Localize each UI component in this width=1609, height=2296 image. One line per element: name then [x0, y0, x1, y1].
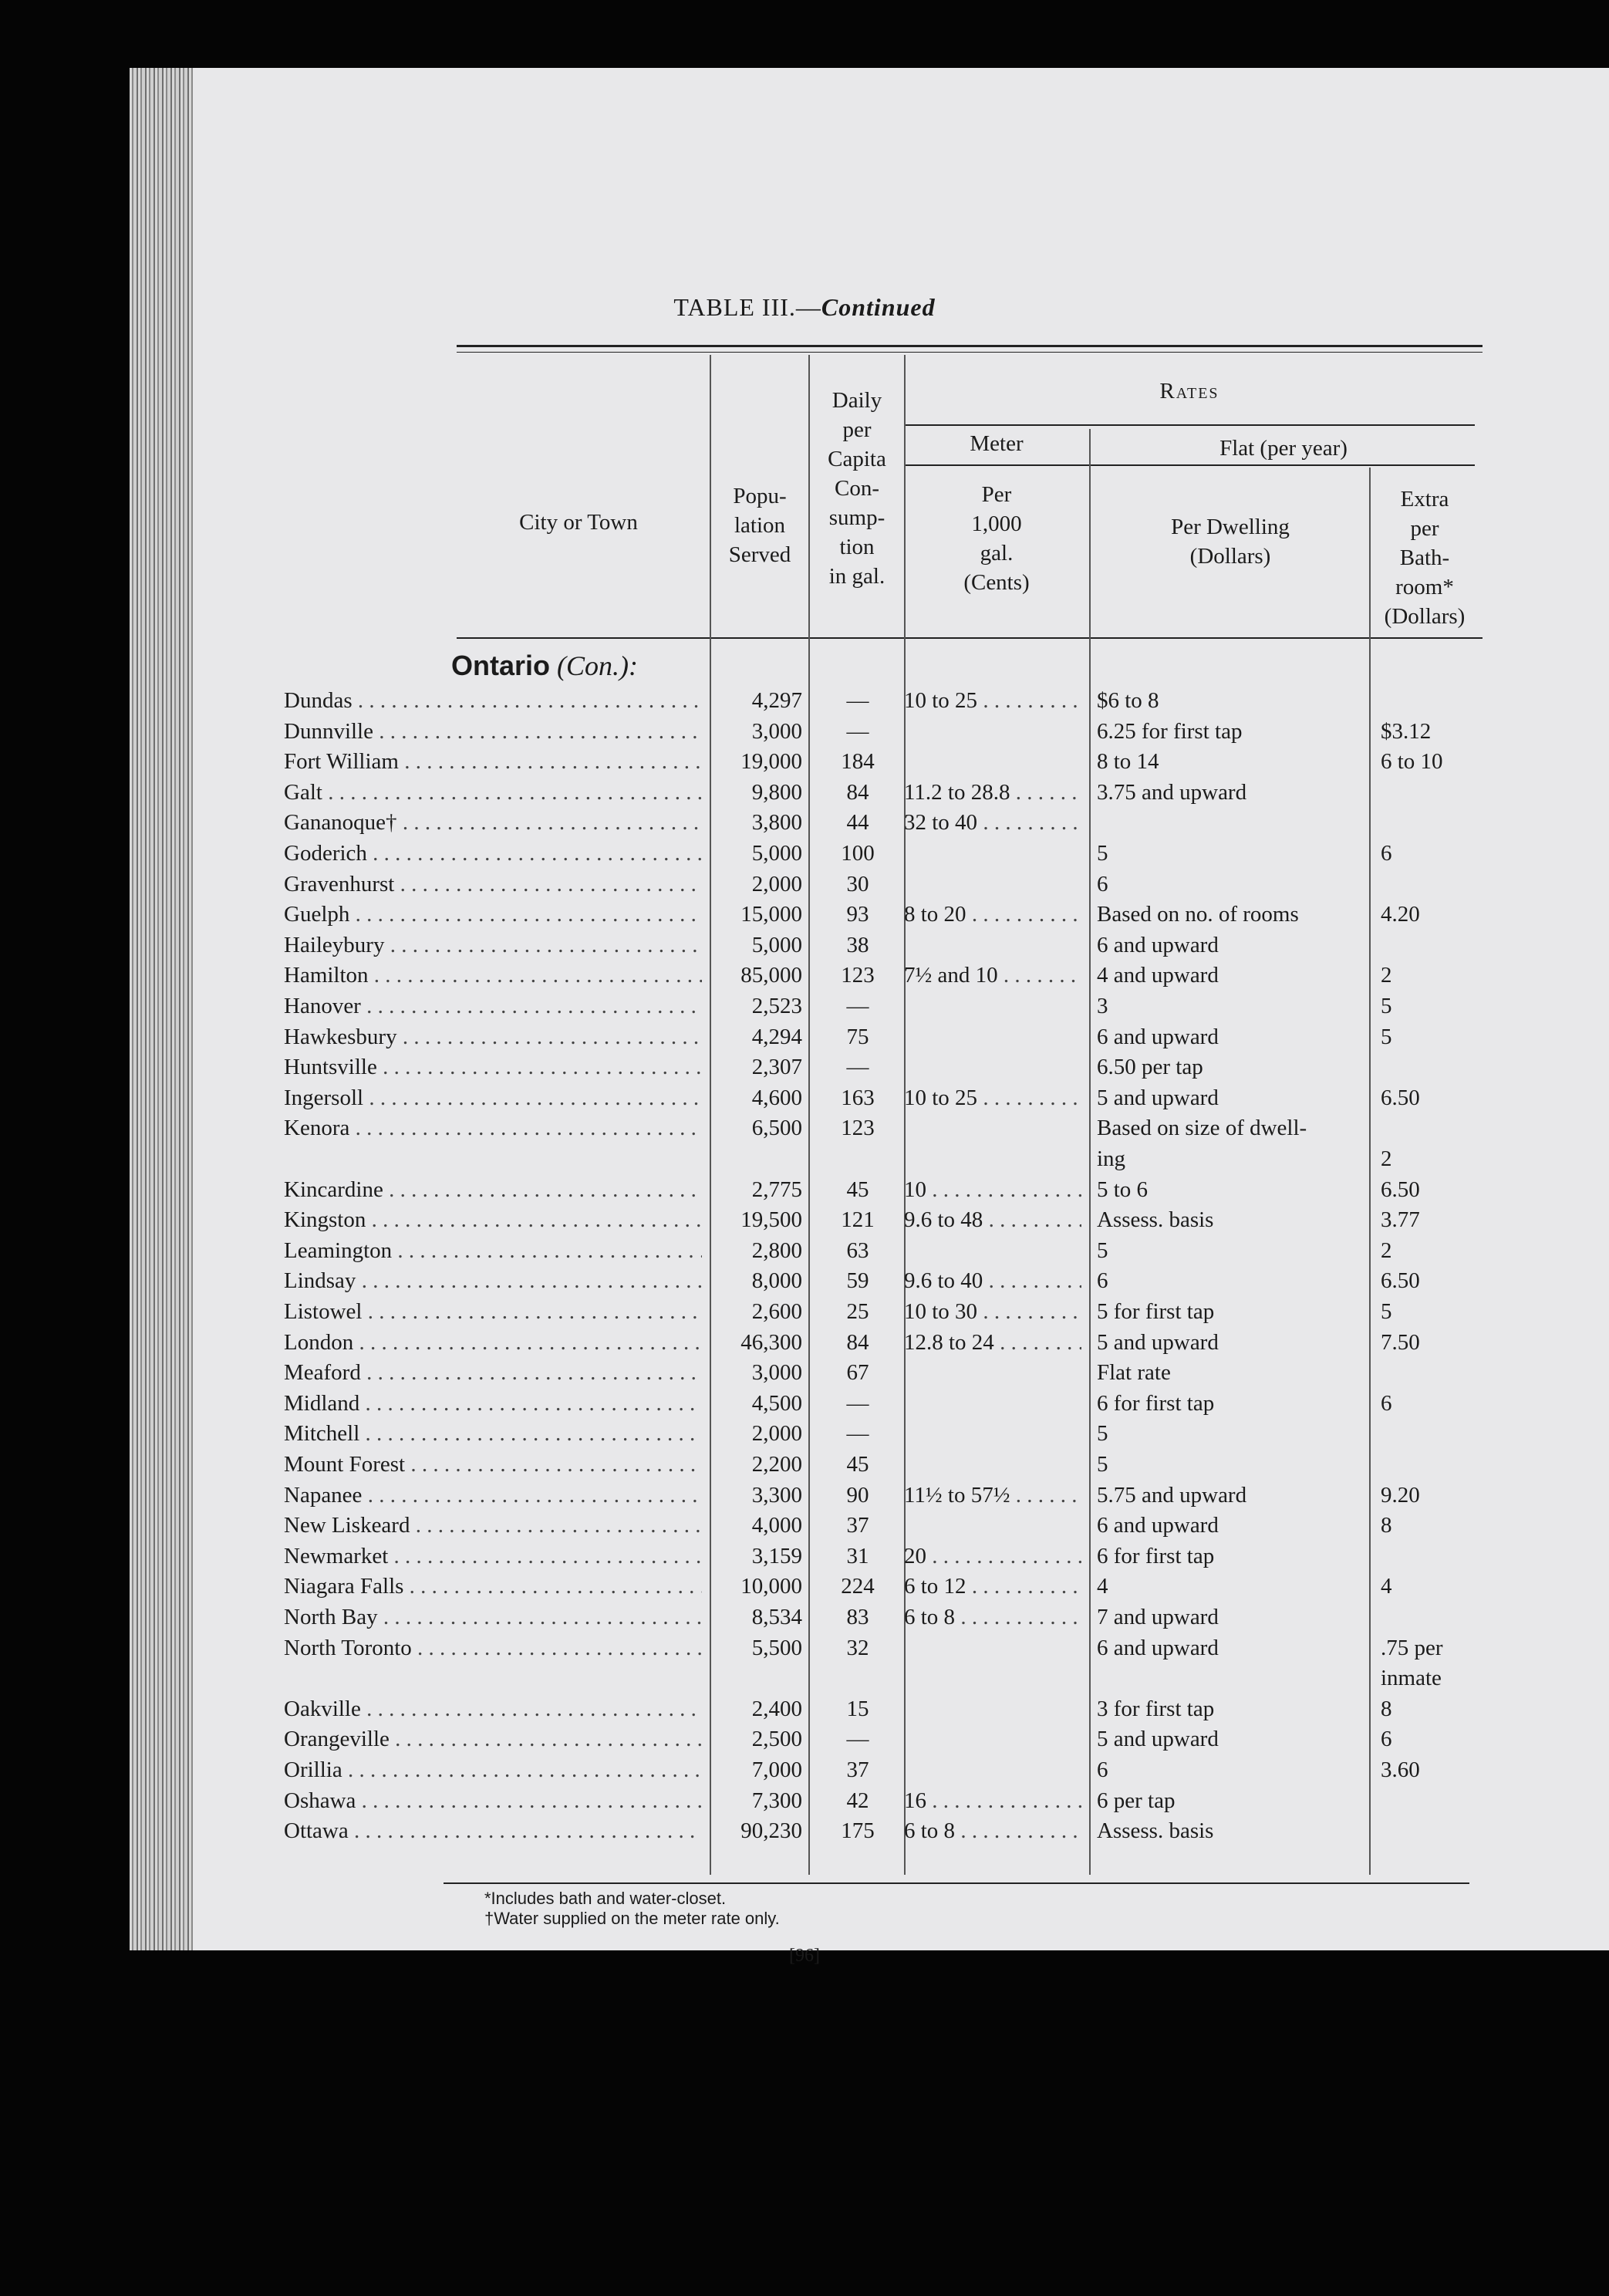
- meter-rate-cell: 9.6 to 48 . . .: [904, 1204, 1081, 1235]
- header-extra-line: Extra: [1400, 487, 1449, 512]
- per-dwelling-cell: 5: [1097, 1238, 1108, 1263]
- daily-consumption-cell: 25: [846, 1299, 869, 1324]
- extra-bathroom-cell: 7.50: [1381, 1330, 1420, 1355]
- table-row: [0, 1754, 1609, 1785]
- section-heading: [451, 650, 638, 682]
- table-row: [0, 1418, 1609, 1449]
- population-cell: 15,000: [740, 902, 802, 927]
- extra-bathroom-cell: .75 per: [1381, 1636, 1443, 1660]
- population-cell: 3,000: [751, 719, 802, 744]
- daily-consumption-cell: —: [846, 1391, 869, 1416]
- daily-consumption-cell: 75: [846, 1025, 869, 1049]
- header-population-line: lation: [734, 513, 786, 538]
- table-row: [0, 1265, 1609, 1296]
- header-population-line: Served: [728, 542, 791, 567]
- table-row: [0, 930, 1609, 961]
- per-dwelling-cell: 6 and upward: [1097, 933, 1219, 957]
- daily-consumption-cell: 224: [841, 1574, 875, 1599]
- daily-consumption-cell: —: [846, 1727, 869, 1751]
- city-cell: Kingston . . .: [284, 1204, 702, 1235]
- table-row: [0, 899, 1609, 930]
- per-dwelling-cell: 5 to 6: [1097, 1177, 1149, 1202]
- population-cell: 4,294: [751, 1025, 802, 1049]
- city-cell: Lindsay . . .: [284, 1265, 702, 1296]
- extra-bathroom-cell: 3.77: [1381, 1207, 1420, 1232]
- population-cell: 5,000: [751, 841, 802, 866]
- population-cell: 2,775: [751, 1177, 802, 1202]
- header-rates: Rates: [1159, 379, 1219, 403]
- population-cell: 4,600: [751, 1086, 802, 1110]
- meter-rate-cell: 11½ to 57½ . . .: [904, 1480, 1081, 1511]
- table-row: [0, 869, 1609, 900]
- city-cell: Dunnville . . .: [284, 716, 702, 747]
- per-dwelling-cell: 5 and upward: [1097, 1727, 1219, 1751]
- extra-bathroom-cell: 2: [1381, 1238, 1392, 1263]
- per-dwelling-cell: 3.75 and upward: [1097, 780, 1247, 805]
- per-dwelling-cell: 5 and upward: [1097, 1330, 1219, 1355]
- daily-consumption-cell: 30: [846, 872, 869, 896]
- daily-consumption-cell: 31: [846, 1544, 869, 1568]
- per-dwelling-cell: 5 for first tap: [1097, 1299, 1215, 1324]
- header-city: City or Town: [519, 510, 638, 535]
- header-flat: Flat (per year): [1219, 436, 1348, 461]
- population-cell: 4,297: [751, 688, 802, 713]
- table-row: [0, 1633, 1609, 1663]
- city-cell: Hamilton . . .: [284, 960, 702, 991]
- page-number: [96]: [789, 1946, 820, 1966]
- population-cell: 2,307: [751, 1055, 802, 1079]
- daily-consumption-cell: 93: [846, 902, 869, 927]
- population-cell: 8,000: [751, 1268, 802, 1293]
- city-cell: Midland . . .: [284, 1388, 702, 1419]
- city-cell: Hanover . . .: [284, 991, 702, 1021]
- extra-bathroom-cell: 8: [1381, 1513, 1392, 1538]
- per-dwelling-cell: Based on no. of rooms: [1097, 902, 1299, 927]
- header-meter: Meter: [970, 431, 1024, 456]
- daily-consumption-cell: 83: [846, 1605, 869, 1629]
- city-cell: Guelph . . .: [284, 899, 702, 930]
- section-name: Ontario: [451, 650, 551, 681]
- table-row: [0, 1327, 1609, 1358]
- per-dwelling-cell: 4: [1097, 1574, 1108, 1599]
- city-cell: Oshawa . . .: [284, 1785, 702, 1816]
- per-dwelling-cell: 5: [1097, 841, 1108, 866]
- population-cell: 3,159: [751, 1544, 802, 1568]
- population-cell: 7,300: [751, 1788, 802, 1813]
- daily-consumption-cell: 37: [846, 1757, 869, 1782]
- extra-bathroom-cell: 5: [1381, 994, 1392, 1018]
- header-daily-line: Con-: [835, 476, 879, 501]
- daily-consumption-cell: —: [846, 719, 869, 744]
- per-dwelling-cell: 3 for first tap: [1097, 1697, 1215, 1721]
- city-cell: Dundas . . .: [284, 685, 702, 716]
- meter-rate-cell: 11.2 to 28.8 . . .: [904, 777, 1081, 808]
- per-dwelling-cell: Based on size of dwell-: [1097, 1116, 1307, 1140]
- header-extra-line: room*: [1395, 575, 1454, 599]
- daily-consumption-cell: 123: [841, 963, 875, 988]
- top-rule: [457, 345, 1483, 347]
- footnote-bath: *Includes bath and water-closet.: [484, 1889, 727, 1908]
- table-row: [0, 1021, 1609, 1052]
- city-cell: Galt . . .: [284, 777, 702, 808]
- extra-bathroom-cell: 4: [1381, 1574, 1392, 1599]
- daily-consumption-cell: 175: [841, 1818, 875, 1843]
- population-cell: 19,000: [740, 749, 802, 774]
- daily-consumption-cell: 32: [846, 1636, 869, 1660]
- city-cell: New Liskeard . . .: [284, 1510, 702, 1541]
- population-cell: 4,500: [751, 1391, 802, 1416]
- population-cell: 7,000: [751, 1757, 802, 1782]
- meter-rate-cell: 12.8 to 24 . . .: [904, 1327, 1081, 1358]
- daily-consumption-cell: 59: [846, 1268, 869, 1293]
- extra-bathroom-cell: 2: [1381, 1146, 1392, 1171]
- per-dwelling-cell: 5: [1097, 1452, 1108, 1477]
- daily-consumption-cell: 84: [846, 780, 869, 805]
- daily-consumption-cell: —: [846, 1055, 869, 1079]
- per-dwelling-cell: 6.50 per tap: [1097, 1055, 1203, 1079]
- city-cell: Ingersoll . . .: [284, 1082, 702, 1113]
- daily-consumption-cell: 38: [846, 933, 869, 957]
- table-row: [0, 1724, 1609, 1754]
- table-row: [0, 1143, 1609, 1174]
- daily-consumption-cell: 45: [846, 1452, 869, 1477]
- per-dwelling-cell: 6 and upward: [1097, 1025, 1219, 1049]
- table-row: [0, 1235, 1609, 1266]
- extra-bathroom-cell: 9.20: [1381, 1483, 1420, 1508]
- header-population-line: Popu-: [733, 484, 787, 508]
- per-dwelling-cell: 6: [1097, 1268, 1108, 1293]
- table-row: [0, 1113, 1609, 1143]
- top-rule-thin: [457, 352, 1483, 353]
- extra-bathroom-cell: 4.20: [1381, 902, 1420, 927]
- table-title-main: TABLE III.—: [673, 293, 821, 321]
- bottom-rule: [444, 1882, 1469, 1884]
- table-row: [0, 1541, 1609, 1572]
- header-extra-line: (Dollars): [1384, 604, 1466, 629]
- table-row: [0, 685, 1609, 716]
- daily-consumption-cell: 184: [841, 749, 875, 774]
- header-per-1000: [904, 480, 1089, 597]
- city-cell: Huntsville . . .: [284, 1052, 702, 1082]
- population-cell: 3,000: [751, 1360, 802, 1385]
- header-daily-line: tion: [839, 535, 875, 559]
- extra-bathroom-cell: 6: [1381, 841, 1392, 866]
- table-row: [0, 838, 1609, 869]
- per-dwelling-cell: 6 and upward: [1097, 1513, 1219, 1538]
- extra-bathroom-cell: 6.50: [1381, 1177, 1420, 1202]
- meter-rate-cell: 20 . . .: [904, 1541, 1081, 1572]
- per-dwelling-cell: Assess. basis: [1097, 1207, 1214, 1232]
- per-dwelling-cell: 8 to 14: [1097, 749, 1159, 774]
- daily-consumption-cell: 67: [846, 1360, 869, 1385]
- population-cell: 3,800: [751, 810, 802, 835]
- header-per-dwelling-line: Per Dwelling: [1171, 515, 1290, 539]
- table-row: [0, 1663, 1609, 1693]
- header-daily-line: in gal.: [828, 564, 885, 589]
- city-cell: North Bay . . .: [284, 1602, 702, 1633]
- per-dwelling-cell: 7 and upward: [1097, 1605, 1219, 1629]
- table-title-continued: Continued: [821, 293, 936, 321]
- header-per-1000-line: gal.: [980, 541, 1014, 566]
- city-cell: Hawkesbury . . .: [284, 1021, 702, 1052]
- population-cell: 2,800: [751, 1238, 802, 1263]
- per-dwelling-cell: 4 and upward: [1097, 963, 1219, 988]
- daily-consumption-cell: —: [846, 1421, 869, 1446]
- meter-rate-cell: 8 to 20 . . .: [904, 899, 1081, 930]
- per-dwelling-cell: 6 for first tap: [1097, 1544, 1215, 1568]
- per-dwelling-cell: ing: [1097, 1146, 1126, 1171]
- table-row: [0, 1357, 1609, 1388]
- city-cell: Mount Forest . . .: [284, 1449, 702, 1480]
- population-cell: 2,200: [751, 1452, 802, 1477]
- population-cell: 46,300: [740, 1330, 802, 1355]
- header-daily: [810, 386, 904, 591]
- city-cell: Orillia . . .: [284, 1754, 702, 1785]
- daily-consumption-cell: 42: [846, 1788, 869, 1813]
- meter-flat-rule: [904, 464, 1475, 466]
- table-title: [0, 293, 1609, 322]
- city-cell: North Toronto . . .: [284, 1633, 702, 1663]
- population-cell: 85,000: [740, 963, 802, 988]
- daily-consumption-cell: —: [846, 994, 869, 1018]
- daily-consumption-cell: 121: [841, 1207, 875, 1232]
- meter-rate-cell: 10 to 25 . . .: [904, 1082, 1081, 1113]
- daily-consumption-cell: 37: [846, 1513, 869, 1538]
- table-row: [0, 991, 1609, 1021]
- meter-rate-cell: 7½ and 10 . . .: [904, 960, 1081, 991]
- city-cell: Orangeville . . .: [284, 1724, 702, 1754]
- header-per-1000-line: Per: [981, 482, 1012, 507]
- city-cell: Napanee . . .: [284, 1480, 702, 1511]
- meter-rate-cell: 32 to 40 . . .: [904, 807, 1081, 838]
- table-row: [0, 1052, 1609, 1082]
- city-cell: Niagara Falls . . .: [284, 1571, 702, 1602]
- daily-consumption-cell: 15: [846, 1697, 869, 1721]
- city-cell: Meaford . . .: [284, 1357, 702, 1388]
- population-cell: 10,000: [740, 1574, 802, 1599]
- extra-bathroom-cell: 6: [1381, 1727, 1392, 1751]
- table-row: [0, 1388, 1609, 1419]
- header-per-dwelling: [1091, 512, 1370, 571]
- header-extra-line: per: [1410, 516, 1439, 541]
- table-row: [0, 777, 1609, 808]
- per-dwelling-cell: 5 and upward: [1097, 1086, 1219, 1110]
- table-row: [0, 1082, 1609, 1113]
- table-row: [0, 1296, 1609, 1327]
- per-dwelling-cell: 5.75 and upward: [1097, 1483, 1247, 1508]
- per-dwelling-cell: 6: [1097, 872, 1108, 896]
- extra-bathroom-cell: inmate: [1381, 1666, 1442, 1690]
- extra-bathroom-cell: $3.12: [1381, 719, 1432, 744]
- extra-bathroom-cell: 5: [1381, 1025, 1392, 1049]
- table-row: [0, 960, 1609, 991]
- city-cell: Leamington . . .: [284, 1235, 702, 1266]
- population-cell: 9,800: [751, 780, 802, 805]
- city-cell: Listowel . . .: [284, 1296, 702, 1327]
- per-dwelling-cell: 6.25 for first tap: [1097, 719, 1243, 744]
- rates-rule: [904, 424, 1475, 426]
- extra-bathroom-cell: 5: [1381, 1299, 1392, 1324]
- city-cell: Gananoque† . . .: [284, 807, 702, 838]
- city-cell: Haileybury . . .: [284, 930, 702, 961]
- daily-consumption-cell: 45: [846, 1177, 869, 1202]
- population-cell: 8,534: [751, 1605, 802, 1629]
- table-row: [0, 1510, 1609, 1541]
- table-row: [0, 1204, 1609, 1235]
- extra-bathroom-cell: 6.50: [1381, 1086, 1420, 1110]
- population-cell: 19,500: [740, 1207, 802, 1232]
- extra-bathroom-cell: 6: [1381, 1391, 1392, 1416]
- header-extra-line: Bath-: [1399, 545, 1450, 570]
- per-dwelling-cell: Flat rate: [1097, 1360, 1171, 1385]
- daily-consumption-cell: 100: [841, 841, 875, 866]
- city-cell: Kenora . . .: [284, 1113, 702, 1143]
- population-cell: 2,523: [751, 994, 802, 1018]
- daily-consumption-cell: 123: [841, 1116, 875, 1140]
- city-cell: Gravenhurst . . .: [284, 869, 702, 900]
- table-row: [0, 1693, 1609, 1724]
- section-suffix: (Con.):: [557, 650, 638, 681]
- meter-rate-cell: 9.6 to 40 . . .: [904, 1265, 1081, 1296]
- daily-consumption-cell: 44: [846, 810, 869, 835]
- table-row: [0, 1815, 1609, 1846]
- per-dwelling-cell: $6 to 8: [1097, 688, 1159, 713]
- daily-consumption-cell: —: [846, 688, 869, 713]
- population-cell: 2,500: [751, 1727, 802, 1751]
- per-dwelling-cell: 6 per tap: [1097, 1788, 1176, 1813]
- population-cell: 2,000: [751, 872, 802, 896]
- meter-rate-cell: 10 to 30 . . .: [904, 1296, 1081, 1327]
- meter-rate-cell: 10 . . .: [904, 1174, 1081, 1205]
- header-per-1000-line: 1,000: [971, 512, 1022, 536]
- header-bottom-rule: [457, 637, 1483, 639]
- city-cell: Goderich . . .: [284, 838, 702, 869]
- city-cell: London . . .: [284, 1327, 702, 1358]
- table-row: [0, 1602, 1609, 1633]
- daily-consumption-cell: 90: [846, 1483, 869, 1508]
- daily-consumption-cell: 84: [846, 1330, 869, 1355]
- meter-rate-cell: 6 to 12 . . .: [904, 1571, 1081, 1602]
- table-row: [0, 1480, 1609, 1511]
- per-dwelling-cell: 5: [1097, 1421, 1108, 1446]
- city-cell: Fort William . . .: [284, 746, 702, 777]
- header-daily-line: Capita: [828, 447, 886, 471]
- header-daily-line: per: [842, 417, 872, 442]
- city-cell: Oakville . . .: [284, 1693, 702, 1724]
- city-cell: Newmarket . . .: [284, 1541, 702, 1572]
- header-daily-line: sump-: [828, 505, 885, 530]
- table-row: [0, 1174, 1609, 1205]
- meter-rate-cell: 16 . . .: [904, 1785, 1081, 1816]
- population-cell: 2,400: [751, 1697, 802, 1721]
- population-cell: 2,600: [751, 1299, 802, 1324]
- per-dwelling-cell: Assess. basis: [1097, 1818, 1214, 1843]
- city-cell: Ottawa . . .: [284, 1815, 702, 1846]
- population-cell: 5,500: [751, 1636, 802, 1660]
- table-row: [0, 807, 1609, 838]
- city-cell: Mitchell . . .: [284, 1418, 702, 1449]
- per-dwelling-cell: 6 and upward: [1097, 1636, 1219, 1660]
- meter-rate-cell: 10 to 25 . . .: [904, 685, 1081, 716]
- footnote-meter: †Water supplied on the meter rate only.: [484, 1909, 780, 1928]
- table-row: [0, 1785, 1609, 1816]
- daily-consumption-cell: 163: [841, 1086, 875, 1110]
- table-row: [0, 716, 1609, 747]
- daily-consumption-cell: 63: [846, 1238, 869, 1263]
- meter-rate-cell: 6 to 8 . . .: [904, 1602, 1081, 1633]
- population-cell: 5,000: [751, 933, 802, 957]
- population-cell: 2,000: [751, 1421, 802, 1446]
- population-cell: 4,000: [751, 1513, 802, 1538]
- extra-bathroom-cell: 3.60: [1381, 1757, 1420, 1782]
- table-row: [0, 1571, 1609, 1602]
- header-extra: [1371, 485, 1479, 631]
- per-dwelling-cell: 6: [1097, 1757, 1108, 1782]
- population-cell: 6,500: [751, 1116, 802, 1140]
- population-cell: 3,300: [751, 1483, 802, 1508]
- header-population: [711, 481, 808, 569]
- city-cell: Kincardine . . .: [284, 1174, 702, 1205]
- meter-rate-cell: 6 to 8 . . .: [904, 1815, 1081, 1846]
- per-dwelling-cell: 6 for first tap: [1097, 1391, 1215, 1416]
- header-per-1000-line: (Cents): [963, 570, 1030, 595]
- extra-bathroom-cell: 2: [1381, 963, 1392, 988]
- per-dwelling-cell: 3: [1097, 994, 1108, 1018]
- extra-bathroom-cell: 6.50: [1381, 1268, 1420, 1293]
- extra-bathroom-cell: 6 to 10: [1381, 749, 1443, 774]
- extra-bathroom-cell: 8: [1381, 1697, 1392, 1721]
- header-daily-line: Daily: [831, 388, 882, 413]
- table-row: [0, 1449, 1609, 1480]
- header-per-dwelling-line: (Dollars): [1189, 544, 1271, 569]
- table-row: [0, 746, 1609, 777]
- population-cell: 90,230: [740, 1818, 802, 1843]
